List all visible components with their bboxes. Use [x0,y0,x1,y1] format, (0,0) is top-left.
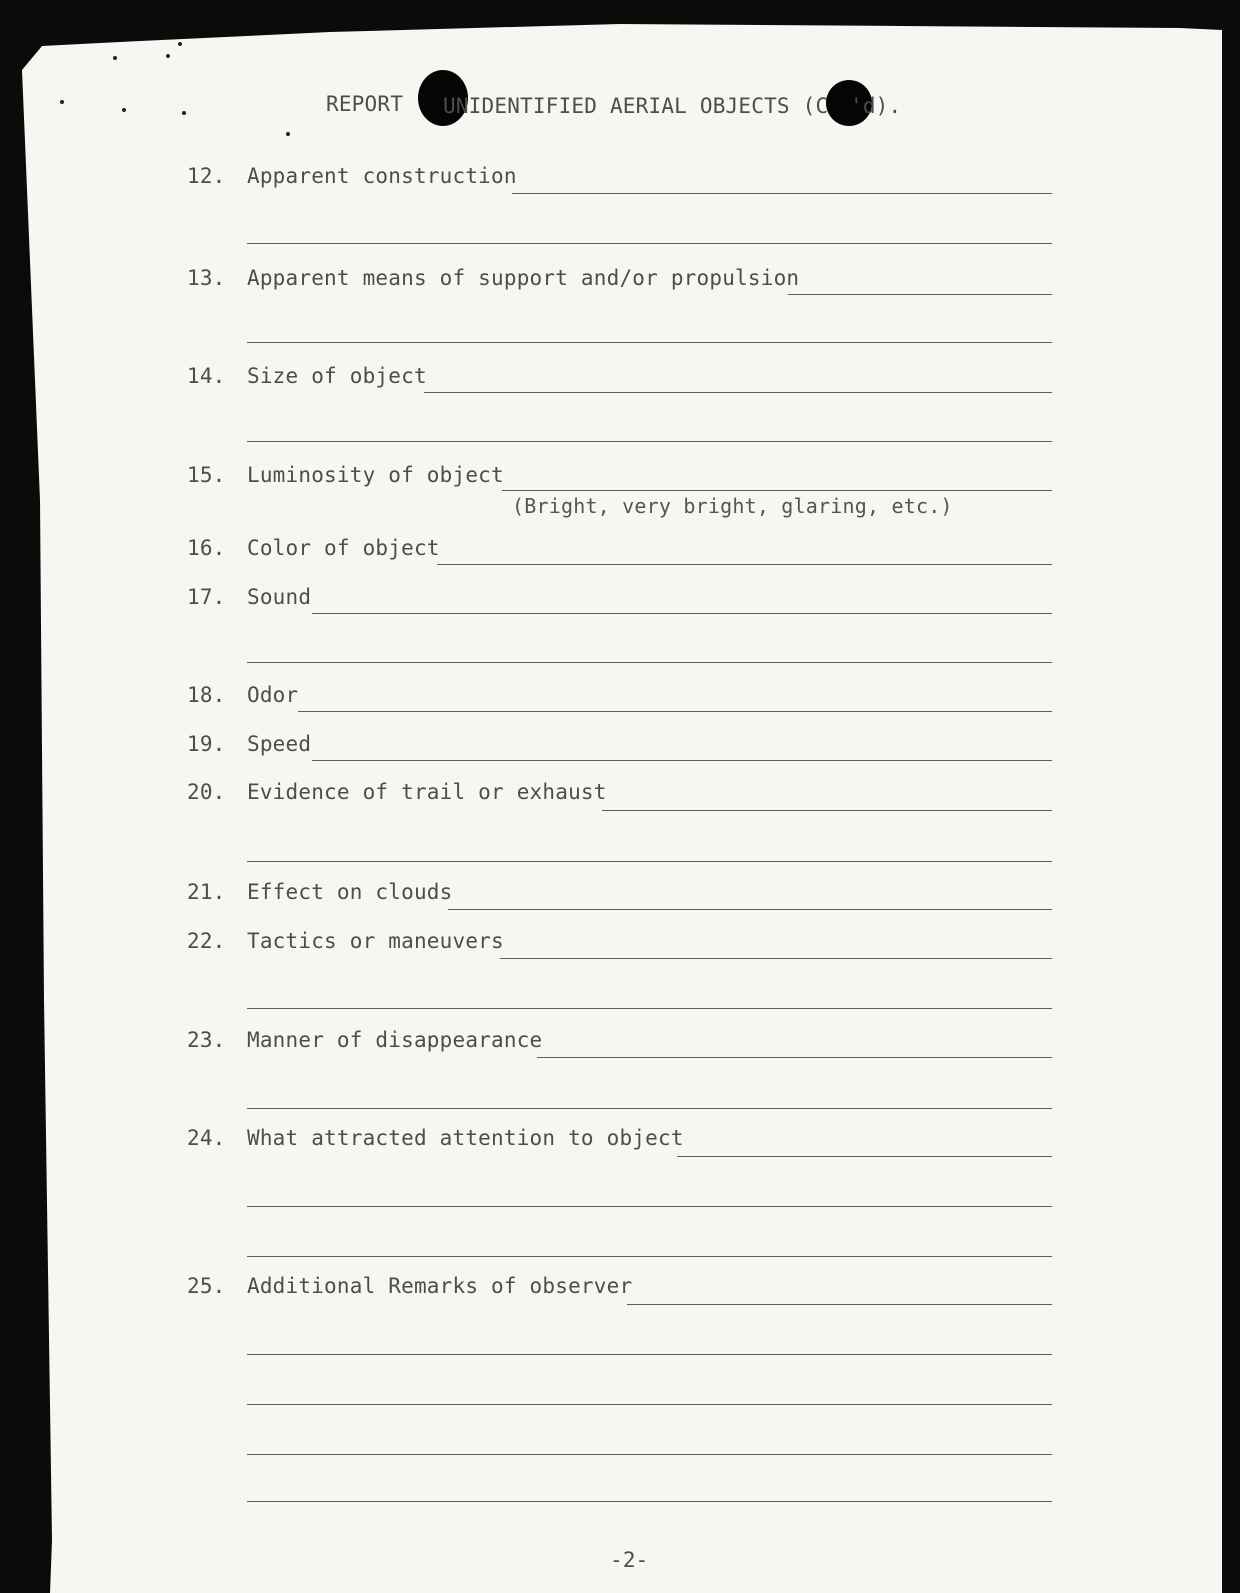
item-label-odor: Odor [247,683,299,707]
speck [166,54,170,58]
header-title-mid: UNIDENTIFIED AERIAL OBJECTS (C [443,94,829,118]
answer-line[interactable] [537,1057,1052,1058]
answer-line[interactable] [298,711,1052,712]
item-label-effect-on-clouds: Effect on clouds [247,880,453,904]
answer-line[interactable] [247,1206,1052,1207]
item-label-speed: Speed [247,732,312,756]
item-number: 19. [187,732,226,756]
item-number: 24. [187,1126,226,1150]
item-label-manner-of-disappearance: Manner of disappearance [247,1028,543,1052]
item-number: 22. [187,929,226,953]
page-number: -2- [610,1548,649,1572]
answer-line[interactable] [448,909,1052,910]
item-number: 12. [187,164,226,188]
answer-line[interactable] [677,1156,1052,1157]
item-label-what-attracted-attention: What attracted attention to object [247,1126,684,1150]
item-number: 14. [187,364,226,388]
item-label-color: Color of object [247,536,440,560]
header-title-left: REPORT [326,92,404,116]
speck [286,132,290,136]
answer-line[interactable] [502,490,1052,491]
item-label-additional-remarks: Additional Remarks of observer [247,1274,633,1298]
answer-line[interactable] [247,861,1052,862]
header-title-right: 'd). [850,94,902,118]
item-number: 20. [187,780,226,804]
item-label-tactics: Tactics or maneuvers [247,929,504,953]
item-number: 15. [187,463,226,487]
item-label-size-of-object: Size of object [247,364,427,388]
answer-line[interactable] [247,1354,1052,1355]
item-label-sound: Sound [247,585,312,609]
item-number: 13. [187,266,226,290]
speck [60,100,64,104]
answer-line[interactable] [512,193,1052,194]
answer-line[interactable] [437,564,1052,565]
answer-line[interactable] [312,760,1052,761]
answer-line[interactable] [500,958,1052,959]
answer-line[interactable] [247,1008,1052,1009]
item-label-trail-or-exhaust: Evidence of trail or exhaust [247,780,607,804]
answer-line[interactable] [247,441,1052,442]
answer-line[interactable] [247,1501,1052,1502]
answer-line[interactable] [312,613,1052,614]
answer-line[interactable] [247,1108,1052,1109]
answer-line[interactable] [424,392,1052,393]
answer-line[interactable] [247,243,1052,244]
luminosity-hint: (Bright, very bright, glaring, etc.) [512,494,953,518]
answer-line[interactable] [627,1304,1052,1305]
answer-line[interactable] [247,1404,1052,1405]
item-number: 18. [187,683,226,707]
item-number: 16. [187,536,226,560]
item-number: 23. [187,1028,226,1052]
answer-line[interactable] [247,342,1052,343]
answer-line[interactable] [247,662,1052,663]
item-number: 17. [187,585,226,609]
item-number: 21. [187,880,226,904]
item-number: 25. [187,1274,226,1298]
answer-line[interactable] [788,294,1052,295]
speck [182,111,186,115]
item-label-means-of-support: Apparent means of support and/or propulsion [247,266,800,290]
item-label-luminosity: Luminosity of object [247,463,504,487]
item-label-apparent-construction: Apparent construction [247,164,517,188]
speck [122,108,126,112]
answer-line[interactable] [247,1454,1052,1455]
speck [113,56,117,60]
answer-line[interactable] [247,1256,1052,1257]
answer-line[interactable] [602,810,1052,811]
speck [178,42,182,46]
